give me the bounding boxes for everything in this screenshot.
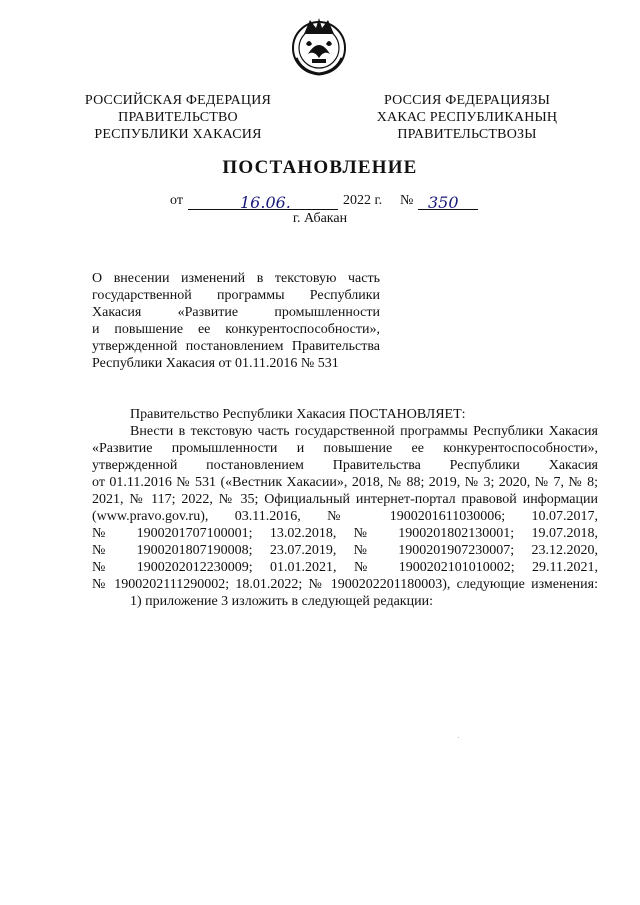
from-label: от (170, 193, 183, 208)
scan-speck (458, 737, 459, 738)
document-title: ПОСТАНОВЛЕНИЕ (222, 157, 418, 178)
subject-line: О внесении изменений в текстовую часть (92, 271, 380, 286)
body-line: № 1900202111290002; 18.01.2022; № 1900202201180003), следующие изменения: (92, 577, 598, 592)
header-left-line: ПРАВИТЕЛЬСТВО (118, 110, 238, 125)
subject-line: Хакасия «Развитие промышленности (92, 305, 380, 320)
date-underline (188, 193, 338, 210)
body-line: 1) приложение 3 изложить в следующей редакции: (130, 594, 433, 609)
handwritten-date: 16.06. (240, 193, 291, 212)
subject-line: утвержденной постановлением Правительства (92, 339, 380, 354)
body-line: Внести в текстовую часть государственной программы Республики Хакасия (130, 424, 598, 439)
city: г. Абакан (292, 211, 348, 226)
body-line: утвержденной постановлением Правительства Республики Хакасия (92, 458, 598, 473)
body-line: (www.pravo.gov.ru), 03.11.2016, № 1900201611030006; 10.07.2017, (92, 509, 598, 524)
body-line: «Развитие промышленности и повышение ее конкурентоспособности», (92, 441, 598, 456)
header-right (362, 92, 572, 143)
year-label: 2022 г. (343, 193, 383, 208)
subject-line: Республики Хакасия от 01.11.2016 № 531 (92, 356, 339, 371)
header-left-line: РЕСПУБЛИКИ ХАКАСИЯ (94, 127, 262, 142)
body-line: Правительство Республики Хакасия ПОСТАНОВЛЯЕТ: (130, 407, 466, 422)
body-line: № 1900201807190008; 23.07.2019, № 1900201907230007; 23.12.2020, (92, 543, 598, 558)
handwritten-number: 350 (428, 193, 459, 212)
body-line: № 1900202012230009; 01.01.2021, № 1900202101010002; 29.11.2021, (92, 560, 598, 575)
header-left (78, 92, 278, 143)
date-line (160, 193, 490, 213)
header-left-line: РОССИЙСКАЯ ФЕДЕРАЦИЯ (84, 93, 272, 108)
subject-line: и повышение ее конкурентоспособности», (92, 322, 380, 337)
subject-line: государственной программы Республики (92, 288, 380, 303)
body-line: 2021, № 117; 2022, № 35; Официальный интернет-портал правовой информации (92, 492, 598, 507)
body-text (92, 406, 598, 610)
header-right-line: РОССИЯ ФЕДЕРАЦИЯЗЫ (383, 93, 551, 108)
body-line: № 1900201707100001; 13.02.2018, № 1900201802130001; 19.07.2018, (92, 526, 598, 541)
body-line: от 01.11.2016 № 531 («Вестник Хакасии», 2018, № 88; 2019, № 3; 2020, № 7, № 8; (92, 475, 598, 490)
number-underline (418, 193, 478, 210)
header-right-line: ПРАВИТЕЛЬСТВОЗЫ (397, 127, 537, 142)
number-sign: № (400, 193, 414, 208)
subject-block (92, 270, 380, 372)
header-right-line: ХАКАС РЕСПУБЛИКАНЫҢ (376, 110, 558, 125)
coat-of-arms-icon (290, 14, 348, 78)
